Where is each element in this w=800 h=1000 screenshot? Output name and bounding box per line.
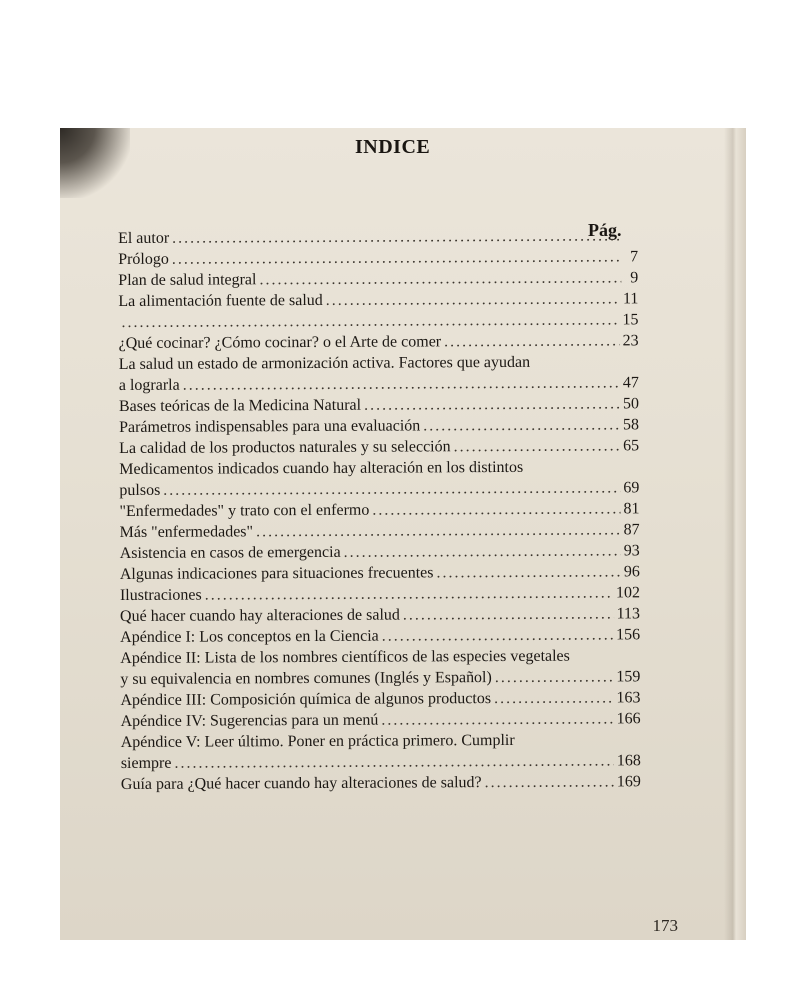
dot-leader (381, 708, 613, 730)
toc-entry-title: La calidad de los productos naturales y su selección (119, 438, 451, 457)
toc-entry-row (118, 246, 638, 270)
toc-entry-title-line: La salud un estado de armonización activa. Factores que ayudan (118, 353, 531, 373)
toc-entry (118, 288, 638, 312)
dot-leader (436, 561, 620, 583)
dot-leader (344, 540, 621, 562)
toc-entry-title: ¿Qué cocinar? ¿Cómo cocinar? o el Arte de comer (118, 333, 442, 352)
dot-leader (423, 414, 620, 436)
toc-entry-page: 65 (623, 437, 640, 455)
toc-entry-title: Apéndice III: Composición química de algunos productos (120, 690, 492, 709)
toc-entry (118, 246, 638, 270)
toc-entry (118, 309, 638, 333)
dot-leader (205, 582, 613, 605)
toc-entry-page: 69 (623, 479, 640, 497)
toc-entry-row (121, 750, 641, 774)
table-of-contents (118, 225, 641, 795)
book-page-photo (60, 128, 746, 940)
dot-leader (172, 225, 621, 248)
toc-entry-row (119, 330, 639, 354)
toc-entry-title-line: Apéndice II: Lista de los nombres científicos de las especies vegetales (120, 647, 570, 667)
toc-entry (119, 435, 639, 459)
toc-entry-row (120, 666, 640, 690)
toc-entry (119, 498, 639, 522)
dot-leader (326, 288, 620, 311)
toc-entry-page: 15 (622, 311, 639, 329)
toc-entry-page: 81 (623, 500, 640, 518)
toc-entry-row (119, 498, 639, 522)
toc-entry-title: y su equivalencia en nombres comunes (Inglés y Español) (120, 669, 492, 688)
dot-leader (494, 687, 614, 709)
toc-entry-title-line: Apéndice V: Leer último. Poner en práctica primero. Cumplir (120, 731, 515, 751)
toc-entry (120, 624, 640, 648)
dot-leader (163, 477, 620, 500)
toc-entry (119, 351, 639, 396)
toc-entry-page: 11 (622, 290, 639, 308)
dot-leader (495, 666, 614, 688)
toc-entry-title: Guía para ¿Qué hacer cuando hay alteraciones de salud? (120, 774, 482, 793)
toc-entry (119, 393, 639, 417)
toc-entry (119, 330, 639, 354)
toc-entry-title: Parámetros indispensables para una evaluación (119, 417, 421, 436)
dot-leader (454, 435, 621, 457)
toc-entry-row (119, 477, 639, 501)
toc-entry (120, 603, 640, 627)
toc-entry (119, 414, 639, 438)
toc-entry (120, 687, 640, 711)
toc-entry-title: "Enfermedades" y trato con el enfermo (119, 501, 370, 520)
toc-entry (121, 729, 641, 774)
toc-entry-title: La alimentación fuente de salud (118, 291, 323, 310)
toc-entry-page: 50 (622, 395, 639, 413)
toc-entry-page: 166 (616, 710, 641, 728)
toc-entry-title: Ilustraciones (119, 586, 202, 604)
toc-entry-row (119, 372, 639, 396)
toc-entry-title: Algunas indicaciones para situaciones frecuentes (119, 564, 434, 583)
toc-entry-page: 96 (623, 563, 640, 581)
toc-entry-page: 47 (622, 374, 639, 392)
dot-leader (121, 309, 619, 333)
toc-entry-page: 87 (623, 521, 640, 539)
toc-entry-page: 163 (616, 689, 641, 707)
dot-leader (259, 267, 621, 290)
toc-entry-row (118, 225, 638, 249)
toc-entry-title-line: Medicamentos indicados cuando hay alteración en los distintos (119, 458, 524, 478)
page-shadow (60, 128, 130, 198)
toc-entry-row (120, 624, 640, 648)
toc-entry-title: siempre (120, 754, 172, 772)
page-edge (724, 128, 746, 940)
toc-entry-row (121, 771, 641, 795)
toc-entry-title: Asistencia en casos de emergencia (119, 543, 341, 562)
dot-leader (172, 246, 621, 269)
toc-entry-title: Apéndice IV: Sugerencias para un menú (120, 711, 379, 730)
toc-entry-page: 58 (622, 416, 640, 434)
toc-entry-title: pulsos (119, 481, 161, 499)
dot-leader (403, 603, 614, 625)
dot-leader (364, 393, 620, 415)
toc-entry (119, 456, 639, 501)
toc-entry-row (119, 393, 639, 417)
toc-entry-title: Plan de salud integral (118, 271, 257, 289)
toc-entry-page: 113 (616, 605, 641, 623)
toc-entry (118, 267, 638, 291)
toc-entry-row (120, 687, 640, 711)
toc-entry (120, 561, 640, 585)
toc-entry (118, 225, 638, 249)
toc-entry-page: 102 (615, 584, 640, 602)
dot-leader (485, 771, 614, 793)
toc-entry (120, 645, 640, 690)
dot-leader (372, 498, 620, 520)
toc-entry-page: 156 (616, 626, 641, 644)
toc-entry-row (120, 603, 640, 627)
page-column-label: Pág. (588, 220, 622, 240)
toc-entry-row (120, 540, 640, 564)
toc-entry-row (119, 414, 639, 438)
dot-leader (183, 372, 620, 395)
toc-entry-row (118, 288, 638, 312)
toc-entry-title: Prólogo (118, 250, 169, 268)
toc-entry-page: 168 (616, 752, 641, 770)
toc-entry-row (120, 582, 640, 606)
toc-entry-title: Apéndice I: Los conceptos en la Ciencia (120, 627, 379, 646)
toc-entry (120, 519, 640, 543)
dot-leader (256, 519, 621, 542)
toc-entry-title: Qué hacer cuando hay alteraciones de salud (119, 606, 400, 625)
toc-entry (121, 771, 641, 795)
toc-entry-title: a lograrla (118, 376, 180, 394)
toc-entry-title: Más "enfermedades" (119, 523, 254, 541)
toc-entry-row (120, 519, 640, 543)
toc-entry-page: 93 (623, 542, 640, 560)
toc-entry (121, 708, 641, 732)
dot-leader (382, 624, 614, 646)
toc-entry-page: 7 (630, 248, 639, 266)
toc-entry-page: 9 (630, 269, 639, 287)
toc-entry (120, 540, 640, 564)
toc-entry-row (118, 309, 638, 333)
toc-entry-title: El autor (118, 229, 170, 247)
toc-entry-title: Bases teóricas de la Medicina Natural (118, 396, 362, 415)
dot-leader (174, 750, 613, 773)
toc-entry-row (121, 708, 641, 732)
toc-entry (120, 582, 640, 606)
toc-entry-page: 23 (622, 332, 639, 350)
toc-entry-row (120, 561, 640, 585)
page-title: INDICE (355, 136, 431, 158)
dot-leader (444, 330, 620, 352)
toc-entry-page: 169 (616, 773, 641, 791)
toc-entry-page: 159 (616, 668, 641, 686)
toc-entry-row (118, 267, 638, 291)
page-number: 173 (652, 916, 678, 935)
toc-entry-row (119, 435, 639, 459)
